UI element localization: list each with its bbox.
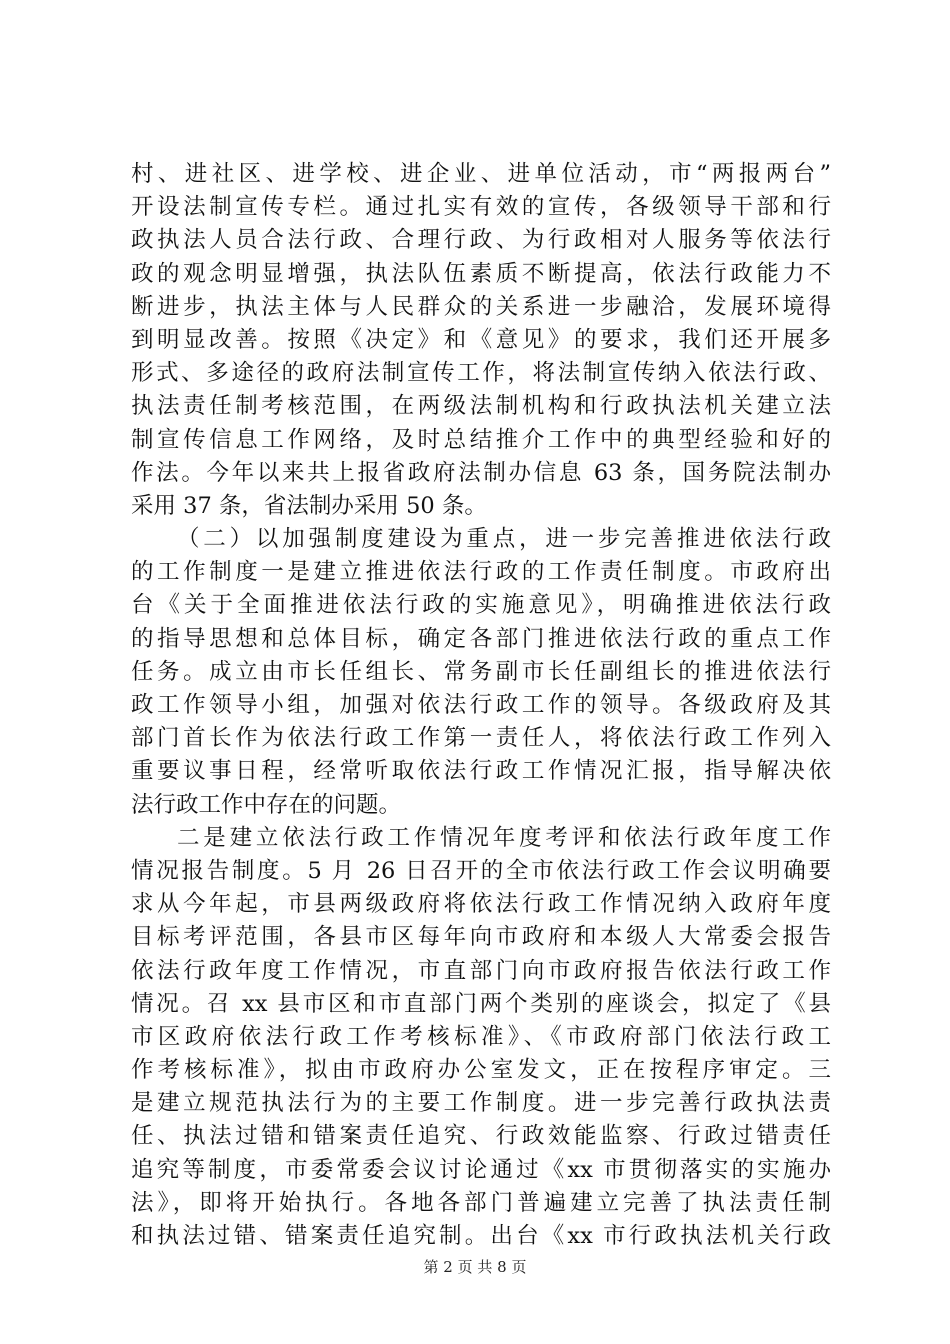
text-line: 到明显改善。按照《决定》和《意见》的要求，我们还开展多 [131, 326, 831, 353]
text-line: 采用 37 条，省法制办采用 50 条。 [131, 492, 487, 519]
document-body [131, 158, 831, 1253]
text-line: 开设法制宣传专栏。通过扎实有效的宣传，各级领导干部和行 [131, 194, 831, 221]
page-number-footer: 第 2 页 共 8 页 [423, 1258, 527, 1276]
text-line: 市区政府依法行政工作考核标准》、《市政府部门依法行政工 [131, 1023, 831, 1050]
text-line: 任务。成立由市长任组长、常务副市长任副组长的推进依法行 [131, 658, 831, 685]
text-line: 目标考评范围，各县市区每年向市政府和本级人大常委会报告 [131, 924, 831, 951]
text-line: 法》，即将开始执行。各地各部门普遍建立完善了执法责任制 [131, 1189, 831, 1216]
text-line: 依法行政年度工作情况，市直部门向市政府报告依法行政工作 [131, 957, 831, 984]
text-line: 情况报告制度。5 月 26 日召开的全市依法行政工作会议明确要 [131, 857, 831, 884]
text-line: 村、进社区、进学校、进企业、进单位活动，市“两报两台” [131, 161, 831, 187]
text-line: 是建立规范执法行为的主要工作制度。进一步完善行政执法责 [131, 1090, 831, 1117]
text-line: 的指导思想和总体目标，确定各部门推进依法行政的重点工作 [131, 625, 831, 652]
text-line: 政工作领导小组，加强对依法行政工作的领导。各级政府及其 [131, 692, 831, 718]
text-line: 的工作制度一是建立推进依法行政的工作责任制度。市政府出 [131, 559, 831, 586]
text-line: 政的观念明显增强，执法队伍素质不断提高，依法行政能力不 [131, 260, 831, 287]
text-line: 求从今年起，市县两级政府将依法行政工作情况纳入政府年度 [131, 891, 831, 918]
text-line: 制宣传信息工作网络，及时总结推介工作中的典型经验和好的 [131, 426, 831, 453]
text-line: 重要议事日程，经常听取依法行政工作情况汇报，指导解决依 [131, 758, 831, 785]
text-line: 法行政工作中存在的问题。 [131, 791, 402, 818]
text-line: 断进步，执法主体与人民群众的关系进一步融洽，发展环境得 [131, 293, 831, 320]
text-line: 形式、多途径的政府法制宣传工作，将法制宣传纳入依法行政、 [131, 360, 831, 387]
text-line: 作考核标准》，拟由市政府办公室发文，正在按程序审定。三 [131, 1057, 831, 1084]
text-line: 政执法人员合法行政、合理行政、为行政相对人服务等依法行 [131, 227, 831, 254]
text-line: 情况。召 xx 县市区和市直部门两个类别的座谈会，拟定了《县 [131, 990, 831, 1017]
text-line: 任、执法过错和错案责任追究、行政效能监察、行政过错责任 [131, 1123, 831, 1150]
paragraph-start-line: 二是建立依法行政工作情况年度考评和依法行政年度工作 [177, 824, 831, 851]
text-line: 作法。今年以来共上报省政府法制办信息 63 条，国务院法制办 [131, 459, 831, 486]
text-line: 和执法过错、错案责任追究制。出台《xx 市行政执法机关行政 [131, 1223, 831, 1249]
text-line: 执法责任制考核范围，在两级法制机构和行政执法机关建立法 [131, 393, 831, 420]
section-heading-line: （二）以加强制度建设为重点，进一步完善推进依法行政 [177, 526, 831, 553]
text-line: 部门首长作为依法行政工作第一责任人，将依法行政工作列入 [131, 725, 831, 752]
text-line: 台《关于全面推进依法行政的实施意见》，明确推进依法行政 [131, 592, 831, 619]
text-line: 追究等制度，市委常委会议讨论通过《xx 市贯彻落实的实施办 [131, 1156, 831, 1183]
